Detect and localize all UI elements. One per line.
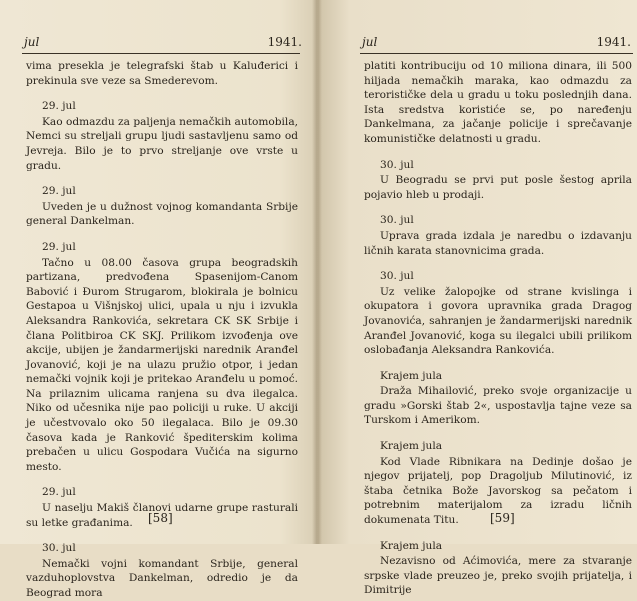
entry-text: Nemački vojni komandant Srbije, general vazduhoplovstva Dankelman, odredio je da Beograd mora — [26, 557, 298, 599]
left-opening-text: vima presekla je telegrafski štab u Kaluđerici i prekinula sve veze sa Smederevom. — [26, 60, 298, 87]
entry-text: Kod Vlade Ribnikara na Dedinje došao je njegov prijatelj, pop Dragoljub Milutinović, iz štaba četnika Bože Javorskog sa pečatom i potrebnim materijalom za izradu ličnih dokumenata Titu. — [364, 455, 632, 527]
entry-text: Uprava grada izdala je naredbu o izdavanju ličnih karata stanovnicima grada. — [364, 229, 632, 257]
entry-date: 29. jul — [42, 100, 76, 113]
diary-entry — [364, 213, 632, 258]
entry-text: Kao odmazdu za paljenja nemačkih automobila, Nemci su streljali grupu ljudi sastavljenu samo od Jevreja. Bilo je to prvo streljanje ove vrste u gradu. — [26, 115, 298, 172]
left-running-header — [24, 35, 302, 51]
entry-text: Tačno u 08.00 časova grupa beogradskih partizana, predvođena Spasenijom-Canom Babović i Đurom Strugarom, blokirala je bolnicu Gestapoa u Višnjskoj ulici, upala u nju i izvukla Aleksandra Rankovića, sekretara CK SK Srbije i člana Politbiroa CK SKJ. Prilikom izvođenja ove akcije, ubijen je žandarmerijski narednik Aranđel Jovanović, koji je na ulazu pružio otpor, i jedan nemački vojnik koji je pritekao Aranđelu u pomoć. Na prilaznim ulicama ranjena su dva ilegalca. Niko od učesnika nije pao policiji u ruke. U akciji je učestvovalo oko 50 ilegalaca. Bilo je 09.30 časova kada je Ranković špediterskim kolima prebačen u ulicu Gospodara Vučića na sigurno mesto. — [26, 256, 298, 473]
entry-date: 30. jul — [380, 270, 414, 283]
entry-date: Krajem jula — [380, 369, 443, 382]
diary-entry — [26, 240, 298, 475]
right-opening-text: platiti kontribuciju od 10 miliona dinara, ili 500 hiljada nemačkih maraka, kao odmazdu za terorističke dela u gradu u toku poslednjih dana. Ista sredstva koristiće se, po naređenju Dankelmana, za jačanje policije i sprečavanje komunističke delatnosti u gradu. — [364, 60, 632, 145]
right-header-title: jul — [362, 35, 378, 49]
left-header-year: 1941. — [267, 35, 302, 49]
right-page — [318, 0, 637, 597]
diary-entry — [364, 269, 632, 358]
entry-text: U Beogradu se prvi put posle šestog aprila pojavio hleb u prodaji. — [364, 174, 632, 201]
right-page-number: [59] — [490, 511, 515, 525]
entry-text: Nezavisno od Aćimovića, mere za stvaranje srpske vlade preuzeo je, preko svojih prijatelja, i Dimitrije — [364, 555, 632, 597]
diary-entry — [364, 158, 632, 203]
diary-entry — [26, 541, 298, 600]
entry-date: Krajem jula — [380, 440, 443, 453]
left-page — [0, 0, 318, 599]
entry-text: U naselju Makiš članovi udarne grupe rasturali su letke građanima. — [26, 502, 298, 529]
entry-date: 30. jul — [380, 214, 414, 227]
right-running-header — [362, 35, 631, 51]
book-gutter — [312, 0, 322, 544]
left-page-number: [58] — [148, 511, 173, 525]
entry-text: Uz velike žalopojke od strane kvislinga i okupatora i govora upravnika grada Dragog Jovanovića, sahranjen je žandarmerijski narednik Aranđel Jovanović, koga su ilegalci ubili prilikom oslobađanja Aleksandra Rankovića. — [364, 285, 632, 357]
entry-date: 29. jul — [42, 185, 76, 198]
entry-text: Uveden je u dužnost vojnog komandanta Srbije general Dankelman. — [26, 200, 298, 228]
right-header-year: 1941. — [596, 35, 631, 49]
entry-date: 29. jul — [42, 240, 76, 253]
entry-date: 29. jul — [42, 486, 76, 499]
left-header-title: jul — [24, 35, 40, 49]
diary-entry — [26, 99, 298, 173]
diary-entry — [26, 184, 298, 229]
entry-date: 30. jul — [380, 158, 414, 171]
entry-date: 30. jul — [42, 542, 76, 555]
entry-text: Draža Mihailović, preko svoje organizacije u gradu »Gorski štab 2«, uspostavlja tajne veze sa Turskom i Amerikom. — [364, 385, 632, 427]
diary-entry — [364, 539, 632, 598]
diary-entry — [364, 369, 632, 428]
entry-date: Krajem jula — [380, 539, 443, 552]
right-header-rule — [360, 53, 633, 54]
left-header-rule — [22, 53, 300, 54]
